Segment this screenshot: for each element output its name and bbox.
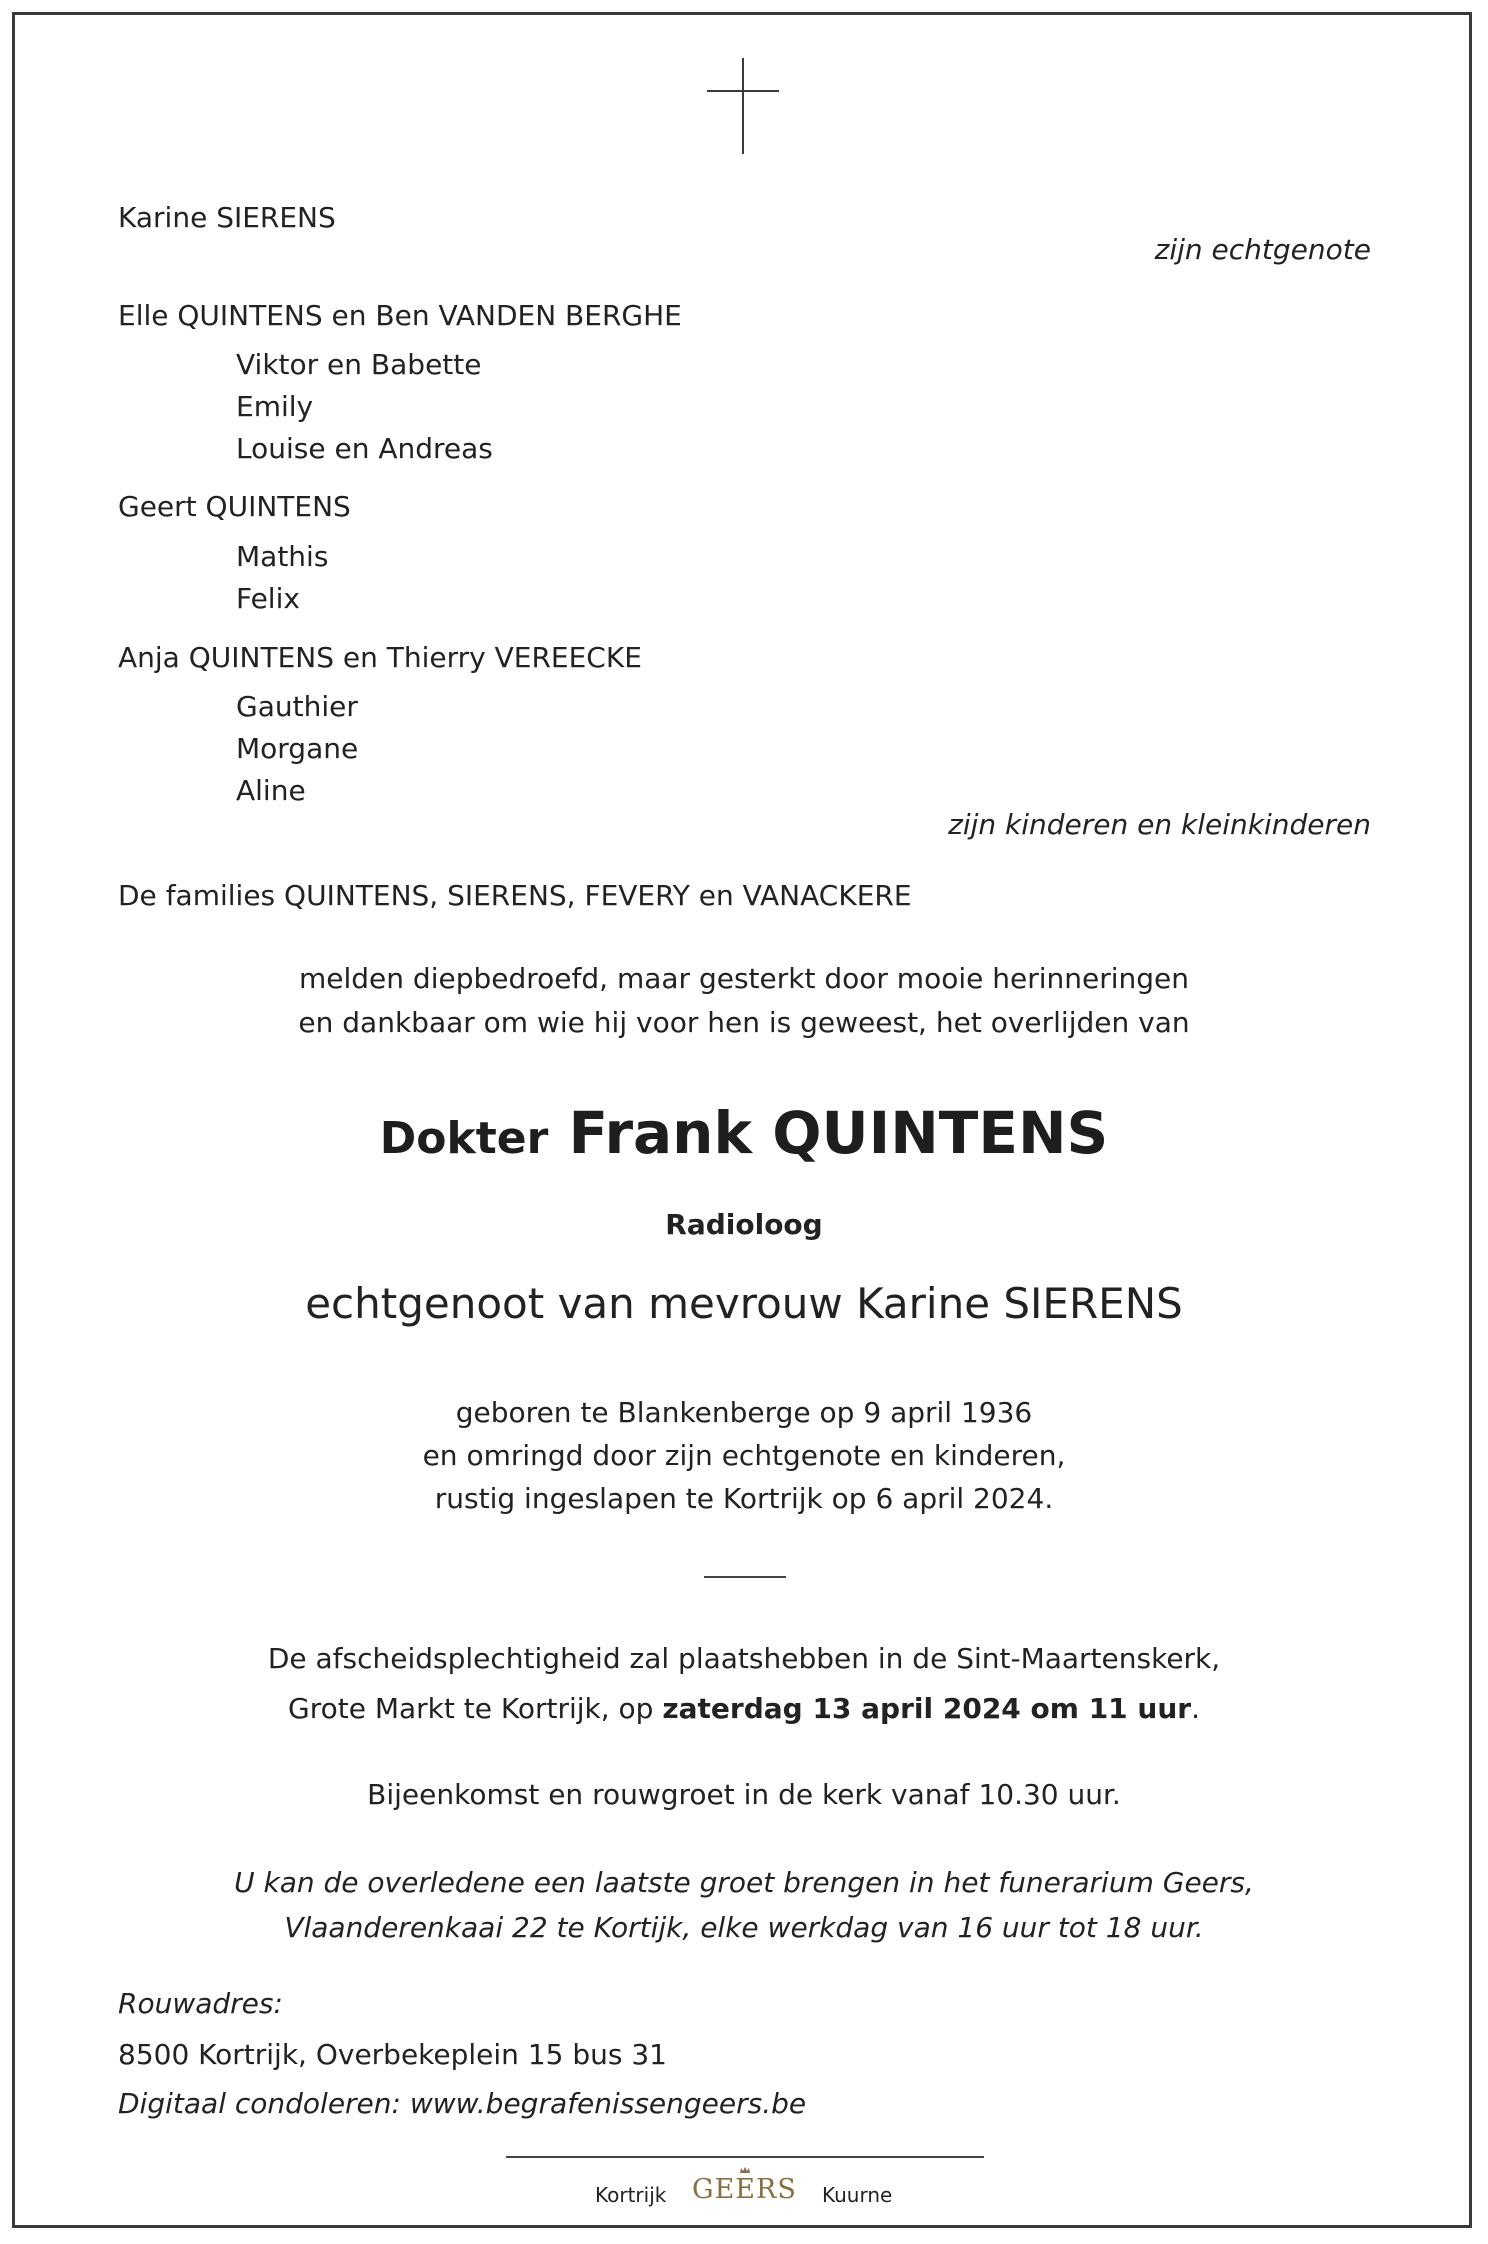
visitation-line-2: Vlaanderenkaai 22 te Kortijk, elke werkdag van 16 uur tot 18 uur. bbox=[284, 1911, 1204, 1944]
cross-icon bbox=[742, 58, 744, 154]
grandchild: Emily bbox=[236, 390, 314, 423]
life-line-1: geboren te Blankenberge op 9 april 1936 bbox=[455, 1396, 1033, 1429]
life-line-3: rustig ingeslapen te Kortrijk op 6 april 2024. bbox=[434, 1482, 1054, 1515]
grandchild: Gauthier bbox=[236, 690, 358, 723]
grandchild: Mathis bbox=[236, 540, 329, 573]
ceremony-location: Grote Markt te Kortrijk, op bbox=[288, 1692, 663, 1725]
spouse-line: echtgenoot van mevrouw Karine SIERENS bbox=[305, 1279, 1183, 1328]
deceased-name bbox=[0, 1099, 1488, 1167]
spouse-role: zijn echtgenote bbox=[1154, 233, 1371, 266]
footer-city-left: Kortrijk bbox=[595, 2183, 667, 2207]
mourning-address-label: Rouwadres: bbox=[118, 1987, 283, 2020]
child-3-name: Anja QUINTENS en Thierry VEREECKE bbox=[118, 641, 642, 674]
grandchild: Morgane bbox=[236, 732, 359, 765]
online-condolences: Digitaal condoleren: www.begrafenissengeers.be bbox=[118, 2087, 807, 2120]
deceased-full-name: Frank QUINTENS bbox=[568, 1099, 1109, 1167]
profession: Radioloog bbox=[665, 1208, 823, 1241]
geers-logo bbox=[692, 2176, 797, 2203]
spouse-name: Karine SIERENS bbox=[118, 201, 336, 234]
families: De families QUINTENS, SIERENS, FEVERY en VANACKERE bbox=[118, 879, 912, 912]
children-role: zijn kinderen en kleinkinderen bbox=[948, 808, 1371, 841]
announcement-line-1: melden diepbedroefd, maar gesterkt door mooie herinneringen bbox=[299, 962, 1189, 995]
gathering-time: Bijeenkomst en rouwgroet in de kerk vanaf 10.30 uur. bbox=[367, 1778, 1121, 1811]
deceased-title: Dokter bbox=[379, 1113, 549, 1164]
cross-icon-bar bbox=[707, 90, 779, 92]
ceremony-end: . bbox=[1191, 1692, 1200, 1725]
geers-brand: GEERS bbox=[692, 2174, 797, 2205]
grandchild: Louise en Andreas bbox=[236, 432, 493, 465]
ceremony-datetime: zaterdag 13 april 2024 om 11 uur bbox=[662, 1692, 1192, 1725]
ceremony-line-1: De afscheidsplechtigheid zal plaatshebben in de Sint-Maartenskerk, bbox=[267, 1642, 1221, 1675]
geers-logo-text bbox=[692, 2176, 797, 2203]
crown-icon bbox=[740, 2167, 750, 2173]
child-2-name: Geert QUINTENS bbox=[118, 490, 351, 523]
life-line-2: en omringd door zijn echtgenote en kinderen, bbox=[422, 1439, 1066, 1472]
visitation-line-1: U kan de overledene een laatste groet brengen in het funerarium Geers, bbox=[234, 1866, 1254, 1899]
footer-city-right: Kuurne bbox=[822, 2183, 893, 2207]
grandchild: Aline bbox=[236, 774, 306, 807]
grandchild: Felix bbox=[236, 582, 300, 615]
footer-divider bbox=[506, 2156, 984, 2158]
divider bbox=[704, 1576, 786, 1578]
mourning-address: 8500 Kortrijk, Overbekeplein 15 bus 31 bbox=[118, 2038, 667, 2071]
announcement-line-2: en dankbaar om wie hij voor hen is geweest, het overlijden van bbox=[298, 1006, 1190, 1039]
child-1-name: Elle QUINTENS en Ben VANDEN BERGHE bbox=[118, 299, 682, 332]
grandchild: Viktor en Babette bbox=[236, 348, 482, 381]
ceremony-line-2 bbox=[0, 1692, 1488, 1725]
